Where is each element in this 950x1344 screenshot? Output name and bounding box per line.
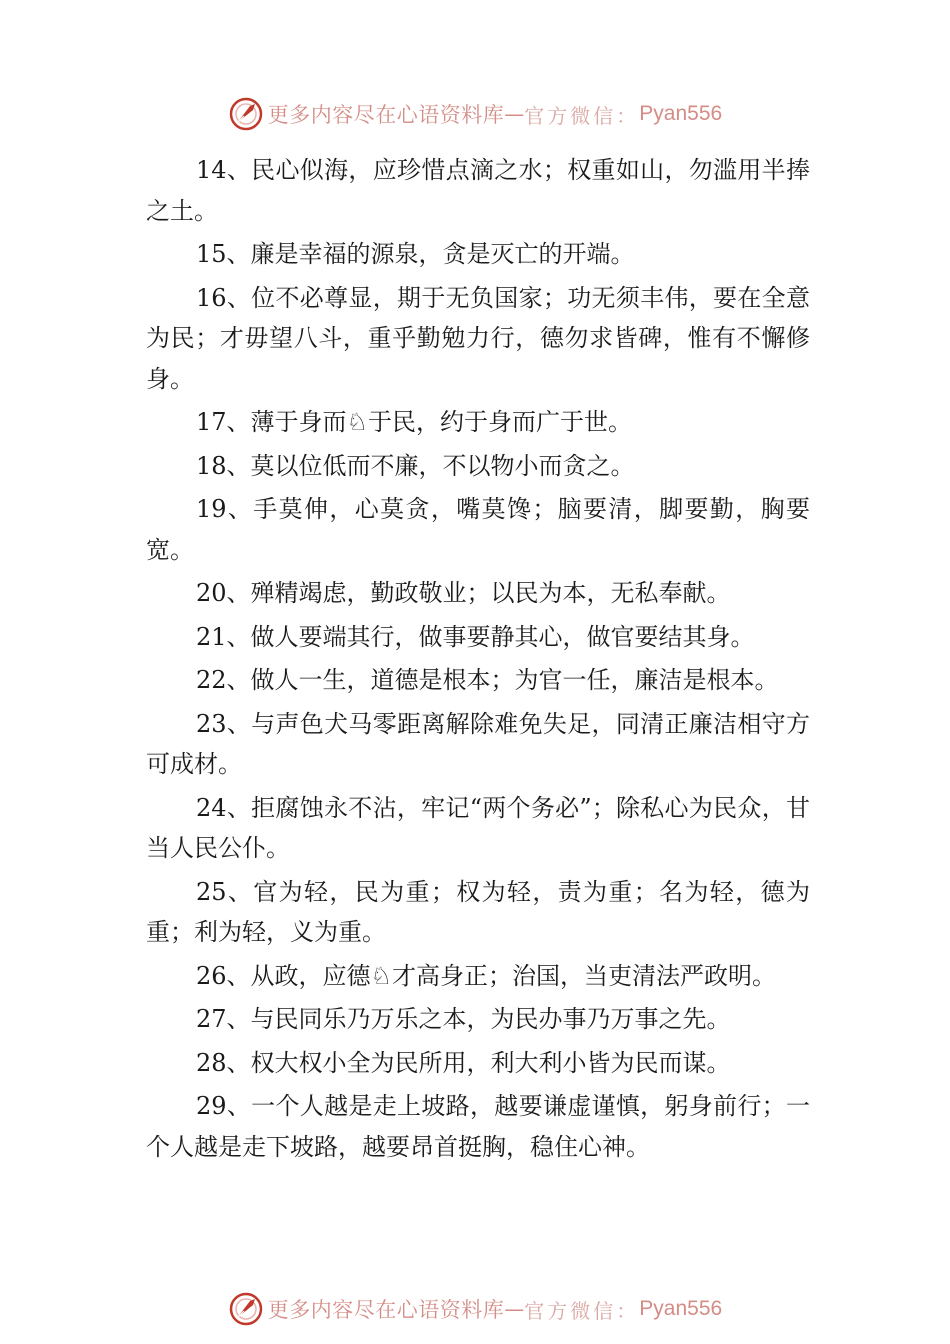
- quote-entry-23: 23、与声色犬马零距离解除难免失足，同清正廉洁相守方可成材。: [146, 709, 810, 778]
- quote-entry-14: 14、民心似海，应珍惜点滴之水；权重如山，勿滥用半捧之土。: [146, 156, 810, 225]
- banner-separator: —: [504, 102, 525, 126]
- quote-entry-15: 15、廉是幸福的源泉，贪是灭亡的开端。: [196, 240, 635, 268]
- official-wechat-label: 官方微信：: [524, 103, 640, 128]
- quote-entry-25: 25、官为轻，民为重；权为轻，责为重；名为轻，德为重；利为轻，义为重。: [146, 877, 810, 946]
- quill-logo-icon: [228, 1291, 264, 1327]
- quote-entry-24: 24、拒腐蚀永不沾，牢记“两个务必”；除私心为民众，甘当人民公仆。: [146, 793, 810, 862]
- brand-name: 更多内容尽在心语资料库: [267, 1298, 505, 1322]
- quote-entry-26: 26、从政，应德♘才高身正；治国，当吏清法严政明。: [196, 961, 777, 990]
- quote-entry-28: 28、权大权小全为民所用，利大利小皆为民而谋。: [196, 1048, 731, 1077]
- quote-entry-21: 21、做人要端其行，做事要静其心，做官要结其身。: [196, 622, 755, 651]
- document-body: [146, 150, 810, 1170]
- quote-entry-27: 27、与民同乐乃万乐之本，为民办事乃万事之先。: [196, 1005, 731, 1033]
- quote-entry-20: 20、殚精竭虑，勤政敬业；以民为本，无私奉献。: [196, 579, 731, 607]
- official-wechat-label: 官方微信：: [524, 1298, 640, 1323]
- quote-entry-16: 16、位不必尊显，期于无负国家；功无须丰伟，要在全意为民；才毋望八斗，重乎勤勉力行，德勿求皆碑，惟有不懈修身。: [146, 283, 810, 393]
- quote-entry-29: 29、一个人越是走上坡路，越要谦虚谨慎，躬身前行；一个人越是走下坡路，越要昂首挺胸，稳住心神。: [146, 1092, 810, 1161]
- quote-entry-22: 22、做人一生，道德是根本；为官一任，廉洁是根本。: [196, 666, 779, 694]
- wechat-id: Pyan556: [639, 1297, 723, 1320]
- banner-separator: —: [504, 1297, 525, 1321]
- quote-entry-17: 17、薄于身而♘于民，约于身而广于世。: [196, 408, 633, 436]
- quill-logo-icon: [228, 96, 264, 132]
- wechat-id: Pyan556: [639, 102, 723, 125]
- footer-watermark-banner: [0, 1289, 950, 1329]
- quote-entry-19: 19、手莫伸，心莫贪，嘴莫馋；脑要清，脚要勤，胸要宽。: [146, 495, 810, 564]
- header-watermark-banner: [0, 94, 950, 134]
- brand-name: 更多内容尽在心语资料库: [267, 103, 505, 127]
- quote-entry-18: 18、莫以位低而不廉，不以物小而贪之。: [196, 451, 635, 480]
